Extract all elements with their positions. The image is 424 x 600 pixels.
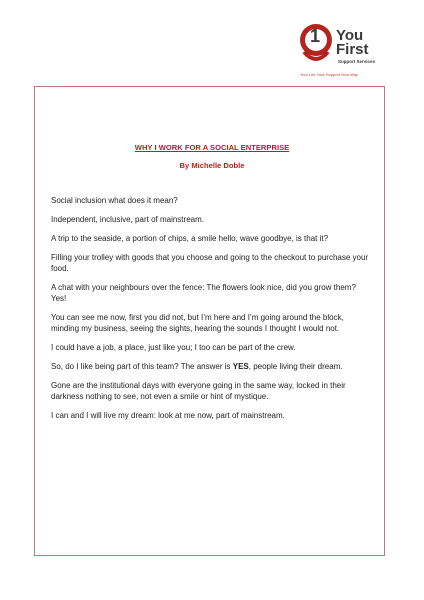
paragraph: A chat with your neighbours over the fence: The flowers look nice, did you grow them? Yes! <box>51 283 356 303</box>
paragraph: You can see me now, first you did not, but I’m here and I’m going around the block, minding my business, seeing the sights, hearing the sounds I thought I would not. <box>51 313 344 333</box>
logo-first-text: First <box>336 41 369 58</box>
logo-badge-numeral: 1 <box>310 26 321 46</box>
logo-you-text: You <box>336 27 364 44</box>
paragraph-text: , people living their dream. <box>248 362 343 371</box>
author-byline: By Michelle Doble <box>179 161 245 170</box>
paragraph: Social inclusion what does it mean? <box>51 196 178 205</box>
emphasis-yes: YES <box>232 362 249 371</box>
paragraph-text: So, do I like being part of this team? The answer is <box>51 362 233 371</box>
paragraph: I could have a job, a place, just like you; I too can be part of the crew. <box>51 343 296 352</box>
paragraph <box>51 361 373 372</box>
paragraph: Independent, inclusive, part of mainstream. <box>51 215 204 224</box>
paragraph: A trip to the seaside, a portion of chips, a smile hello, wave goodbye, is that it? <box>51 234 329 243</box>
logo-subline: Support Services <box>338 59 376 64</box>
logo-tagline: Your Life Your Support Your Way <box>300 72 358 77</box>
paragraph: Filling your trolley with goods that you choose and going to the checkout to purchase your food. <box>51 253 369 273</box>
page-title: WHY I WORK FOR A SOCIAL ENTERPRISE <box>134 143 290 152</box>
you-first-logo <box>298 16 410 84</box>
paragraph: Gone are the institutional days with everyone going in the same way, locked in their darkness nothing to see, not even a smile or hint of mystique. <box>51 381 346 401</box>
paragraph: I can and I will live my dream: look at me now, part of mainstream. <box>51 411 285 420</box>
article-body <box>51 195 373 429</box>
